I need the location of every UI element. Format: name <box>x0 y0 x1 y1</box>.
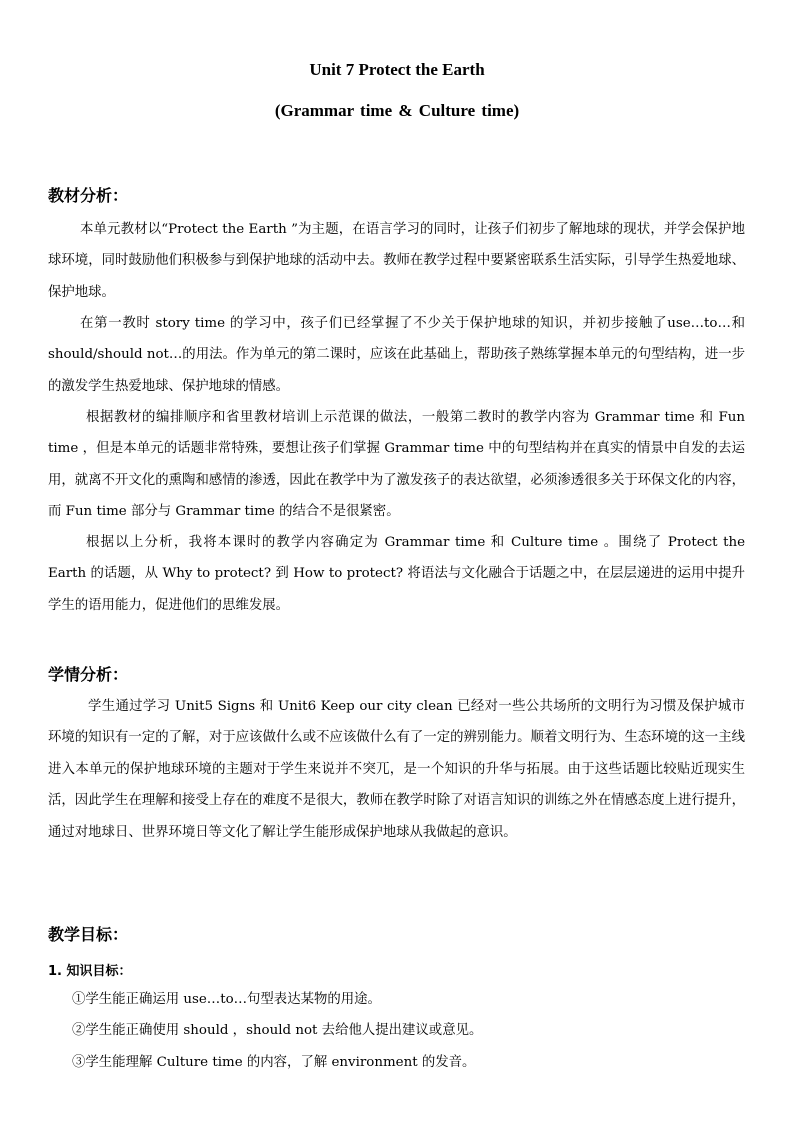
knowledge-goals-subheading: 1. 知识目标： <box>48 964 132 979</box>
document-subtitle: (Grammar time & Culture time) <box>274 101 520 120</box>
paragraph: 根据以上分析，我将本课时的教学内容确定为 Grammar time 和 Culture time 。围绕了 Protect the Earth 的话题，从 Why to protect? 到 How to protect? 将语法与文化融合于话题之中，在层层递进的运用中提升学生的语用能力，促进他们的思维发展。 <box>48 535 745 613</box>
list-item: ①学生能正确运用 use…to…句型表达某物的用途。 <box>72 992 381 1007</box>
knowledge-goals-list <box>72 984 482 1078</box>
paragraph: 学生通过学习 Unit5 Signs 和 Unit6 Keep our city clean 已经对一些公共场所的文明行为习惯及保护城市环境的知识有一定的了解，对于应该做什么或不应该做什么有了一定的辨别能力。顺着文明行为、生态环境的这一主线进入本单元的保护地球环境的主题对于学生来说并不突兀，是一个知识的升华与拓展。由于这些话题比较贴近现实生活，因此学生在理解和接受上存在的难度不是很大，教师在教学时除了对语言知识的训练之外在情感态度上进行提升，通过对地球日、世界环境日等文化了解让学生能形成保护地球从我做起的意识。 <box>48 699 745 840</box>
list-item: ②学生能正确使用 should ，should not 去给他人提出建议或意见。 <box>72 1023 483 1039</box>
paragraph: 根据教材的编排顺序和省里教材培训上示范课的做法，一般第二教时的教学内容为 Grammar time 和 Fun time ，但是本单元的话题非常特殊，要想让孩子们掌握 Grammar time 中的句型结构并在真实的情景中自发的去运用，就离不开文化的熏陶和感情的渗透，因此在教学中为了激发孩子的表达欲望，必须渗透很多关于环保文化的内容，而 Fun time 部分与 Grammar time 的结合不是很紧密。 <box>48 410 745 520</box>
paragraph: 本单元教材以“Protect the Earth ”为主题，在语言学习的同时，让孩子们初步了解地球的现状，并学会保护地球环境，同时鼓励他们积极参与到保护地球的活动中去。教师在教学过程中要紧密联系生活实际，引导学生热爱地球、保护地球。 <box>48 222 745 300</box>
paragraph: 在第一教时 story time 的学习中，孩子们已经掌握了不少关于保护地球的知识，并初步接触了use…to…和 should/should not…的用法。作为单元的第二课时，应该在此基础上，帮助孩子熟练掌握本单元的句型结构，进一步的激发学生热爱地球、保护地球的情感。 <box>48 316 745 394</box>
section-heading-teaching-goals: 教学目标： <box>48 925 129 944</box>
list-item: ③学生能理解 Culture time 的内容，了解 environment 的发音。 <box>72 1054 476 1070</box>
document-title: Unit 7 Protect the Earth <box>309 60 485 79</box>
section-heading-material-analysis: 教材分析： <box>48 186 129 205</box>
section-heading-student-analysis: 学情分析： <box>48 665 129 684</box>
